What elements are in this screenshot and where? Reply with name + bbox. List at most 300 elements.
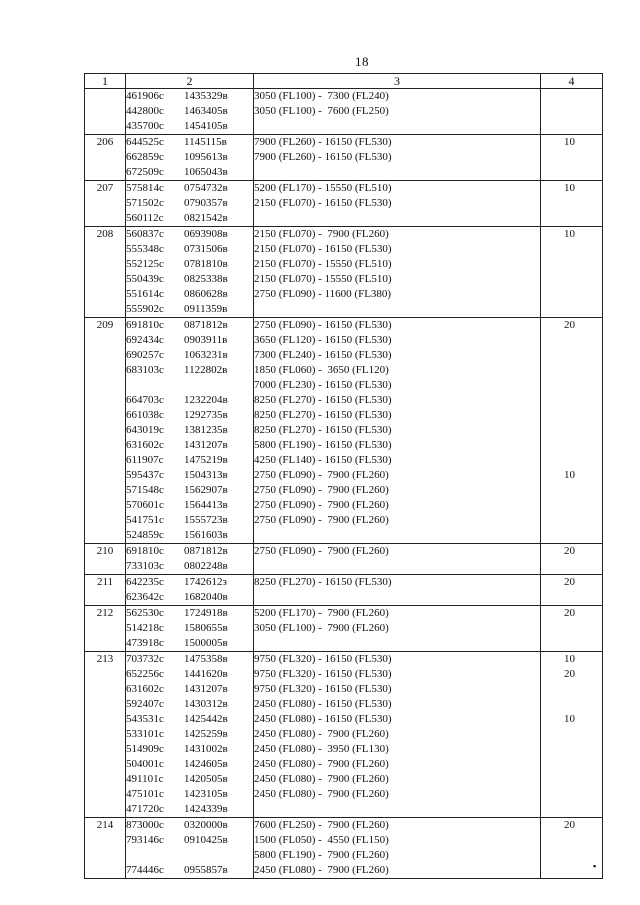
altitude-cell: [254, 818, 541, 879]
latitude: 595437с: [126, 469, 164, 481]
longitude: 1580655в: [184, 622, 228, 634]
latitude: 571548с: [126, 484, 164, 496]
category-value: [541, 833, 602, 848]
coordinate-line: [126, 757, 253, 772]
altitude-range: 5800 (FL190) - 16150 (FL530): [254, 439, 392, 451]
longitude: 1065043в: [184, 166, 228, 178]
longitude: 1430312в: [184, 698, 228, 710]
longitude: 1425442в: [184, 713, 228, 725]
page-number: 18: [355, 54, 369, 69]
table-row: [85, 652, 603, 818]
longitude: 1682040в: [184, 591, 228, 603]
altitude-range: 2150 (FL070) - 16150 (FL530): [254, 243, 392, 255]
category-value: 20: [564, 319, 575, 331]
altitude-range: 7300 (FL240) - 16150 (FL530): [254, 349, 392, 361]
latitude: 524859с: [126, 529, 164, 541]
coordinate-line: [126, 833, 253, 848]
altitude-range: 2450 (FL080) - 7900 (FL260): [254, 864, 389, 876]
coordinate-line: [126, 135, 253, 150]
coordinate-line: [126, 697, 253, 712]
latitude: 691810с: [126, 545, 164, 557]
longitude: 1441620в: [184, 668, 228, 680]
coordinate-line: [126, 150, 253, 165]
latitude: 533101с: [126, 728, 164, 740]
category-cell: [541, 89, 603, 135]
latitude: 672509с: [126, 166, 164, 178]
category-value: 20: [564, 668, 575, 680]
altitude-range: 8250 (FL270) - 16150 (FL530): [254, 394, 392, 406]
longitude: 0860628в: [184, 288, 228, 300]
category-value: [541, 363, 602, 378]
longitude: 1232204в: [184, 394, 228, 406]
altitude-cell: [254, 135, 541, 181]
category-value: 10: [564, 653, 575, 665]
longitude: 0910425в: [184, 834, 228, 846]
altitude-range: 7900 (FL260) - 16150 (FL530): [254, 136, 392, 148]
longitude: 1423105в: [184, 788, 228, 800]
altitude-range: 2750 (FL090) - 7900 (FL260): [254, 484, 389, 496]
latitude: 442800с: [126, 105, 164, 117]
latitude: 774446с: [126, 864, 164, 876]
altitude-range: 5200 (FL170) - 7900 (FL260): [254, 607, 389, 619]
category-value: 10: [564, 228, 575, 240]
altitude-range: 2450 (FL080) - 7900 (FL260): [254, 788, 389, 800]
category-value: [541, 119, 602, 134]
longitude: 1463405в: [184, 105, 228, 117]
altitude-range: [254, 559, 540, 574]
category-value: 20: [564, 545, 575, 557]
category-value: [541, 559, 602, 574]
altitude-cell: [254, 227, 541, 318]
category-value: [541, 333, 602, 348]
longitude: 1424605в: [184, 758, 228, 770]
table-row: [85, 606, 603, 652]
zone-number-cell: [85, 544, 126, 575]
coordinate-line: [126, 727, 253, 742]
category-value: [541, 513, 602, 528]
altitude-range: [254, 165, 540, 180]
category-value: [541, 590, 602, 605]
category-value: [541, 727, 602, 742]
altitude-range: [254, 302, 540, 317]
altitude-range: 1850 (FL060) - 3650 (FL120): [254, 364, 389, 376]
category-value: [541, 682, 602, 697]
altitude-range: 2750 (FL090) - 7900 (FL260): [254, 499, 389, 511]
zone-number-cell: [85, 606, 126, 652]
zone-number-cell: [85, 318, 126, 544]
coordinate-line: [126, 636, 253, 651]
coordinate-line: [126, 287, 253, 302]
zone-number-cell: [85, 818, 126, 879]
category-cell: [541, 318, 603, 544]
zone-number: [85, 89, 125, 104]
altitude-range: 3050 (FL100) - 7900 (FL260): [254, 622, 389, 634]
latitude: 691810с: [126, 319, 164, 331]
longitude: 1431002в: [184, 743, 228, 755]
altitude-range: 2450 (FL080) - 16150 (FL530): [254, 698, 392, 710]
category-value: 10: [564, 713, 575, 725]
category-value: [541, 104, 602, 119]
coordinates-cell: [126, 227, 254, 318]
header-col-2: 2: [126, 74, 254, 89]
category-value: [541, 408, 602, 423]
latitude: 550439с: [126, 273, 164, 285]
coordinate-line: [126, 667, 253, 682]
altitude-range: 9750 (FL320) - 16150 (FL530): [254, 653, 392, 665]
altitude-range: 4250 (FL140) - 16150 (FL530): [254, 454, 392, 466]
altitude-range: [254, 119, 540, 134]
longitude: 0781810в: [184, 258, 228, 270]
category-value: [541, 423, 602, 438]
coordinates-cell: [126, 544, 254, 575]
altitude-range: 9750 (FL320) - 16150 (FL530): [254, 668, 392, 680]
altitude-range: [254, 590, 540, 605]
altitude-range: [254, 802, 540, 817]
zone-number: 211: [96, 576, 114, 588]
longitude: 1145115в: [184, 136, 227, 148]
altitude-range: 2750 (FL090) - 7900 (FL260): [254, 469, 389, 481]
longitude: 0802248в: [184, 560, 228, 572]
longitude: 1561603в: [184, 529, 228, 541]
altitude-cell: [254, 652, 541, 818]
longitude: 1095613в: [184, 151, 228, 163]
coordinate-line: [126, 848, 253, 863]
longitude: 1381235в: [184, 424, 228, 436]
coordinate-line: [126, 408, 253, 423]
coordinate-line: [126, 575, 253, 590]
altitude-range: 5200 (FL170) - 15550 (FL510): [254, 182, 392, 194]
coordinate-line: [126, 438, 253, 453]
category-value: [541, 498, 602, 513]
coordinate-line: [126, 165, 253, 180]
longitude: 0821542в: [184, 212, 228, 224]
latitude: 692434с: [126, 334, 164, 346]
altitude-range: 2750 (FL090) - 11600 (FL380): [254, 288, 392, 300]
category-value: [541, 378, 602, 393]
category-value: 20: [564, 607, 575, 619]
coordinates-cell: [126, 818, 254, 879]
coordinate-line: [126, 181, 253, 196]
category-cell: [541, 575, 603, 606]
coordinate-line: [126, 119, 253, 134]
coordinate-line: [126, 272, 253, 287]
longitude: 1431207в: [184, 683, 228, 695]
latitude: 541751с: [126, 514, 164, 526]
coordinate-line: [126, 513, 253, 528]
category-cell: [541, 181, 603, 227]
category-value: [541, 196, 602, 211]
longitude: 0825338в: [184, 273, 228, 285]
category-cell: [541, 606, 603, 652]
altitude-cell: [254, 575, 541, 606]
coordinate-line: [126, 378, 253, 393]
coordinate-line: [126, 742, 253, 757]
coordinate-line: [126, 483, 253, 498]
table-body: [85, 89, 603, 879]
altitude-range: 3050 (FL100) - 7300 (FL240): [254, 90, 389, 102]
category-cell: [541, 227, 603, 318]
altitude-range: 8250 (FL270) - 16150 (FL530): [254, 409, 392, 421]
longitude: 1724918в: [184, 607, 228, 619]
category-value: [541, 438, 602, 453]
table-row: [85, 227, 603, 318]
zone-number: 208: [96, 228, 114, 240]
category-value: [541, 802, 602, 817]
category-value: [541, 165, 602, 180]
latitude: 555348с: [126, 243, 164, 255]
longitude: 0871812в: [184, 319, 228, 331]
category-value: [541, 697, 602, 712]
altitude-range: 2150 (FL070) - 7900 (FL260): [254, 228, 389, 240]
altitude-range: 9750 (FL320) - 16150 (FL530): [254, 683, 392, 695]
coordinate-line: [126, 196, 253, 211]
longitude: 0911359в: [184, 303, 228, 315]
latitude: 562530с: [126, 607, 164, 619]
coordinate-line: [126, 227, 253, 242]
latitude: 690257с: [126, 349, 164, 361]
coordinate-line: [126, 104, 253, 119]
latitude: 555902с: [126, 303, 164, 315]
category-value: 20: [564, 576, 575, 588]
coordinate-line: [126, 211, 253, 226]
altitude-cell: [254, 181, 541, 227]
altitude-range: 2450 (FL080) - 7900 (FL260): [254, 728, 389, 740]
latitude: 491101с: [126, 773, 164, 785]
altitude-range: 7600 (FL250) - 7900 (FL260): [254, 819, 389, 831]
zone-number-cell: [85, 89, 126, 135]
latitude: 683103с: [126, 364, 164, 376]
category-value: [541, 757, 602, 772]
coordinates-cell: [126, 89, 254, 135]
latitude: 644525с: [126, 136, 164, 148]
latitude: 631602с: [126, 439, 164, 451]
altitude-range: 2750 (FL090) - 7900 (FL260): [254, 545, 389, 557]
longitude: 1742612з: [184, 576, 227, 588]
coordinate-line: [126, 318, 253, 333]
longitude: 1420505в: [184, 773, 228, 785]
longitude: 1500005в: [184, 637, 228, 649]
coordinate-line: [126, 559, 253, 574]
coordinate-line: [126, 89, 253, 104]
longitude: 0731506в: [184, 243, 228, 255]
longitude: 1562907в: [184, 484, 228, 496]
latitude: 592407с: [126, 698, 164, 710]
coordinates-cell: [126, 606, 254, 652]
category-value: 10: [564, 182, 575, 194]
latitude: 793146с: [126, 834, 164, 846]
altitude-range: 8250 (FL270) - 16150 (FL530): [254, 424, 392, 436]
altitude-range: 2750 (FL090) - 7900 (FL260): [254, 514, 389, 526]
longitude: 0693908в: [184, 228, 228, 240]
coordinate-line: [126, 712, 253, 727]
zone-number: 207: [96, 182, 114, 194]
latitude: 560112с: [126, 212, 164, 224]
zone-number: 213: [96, 653, 114, 665]
header-col-1: 1: [85, 74, 126, 89]
latitude: 652256с: [126, 668, 164, 680]
airspace-table: [84, 73, 603, 879]
altitude-range: 8250 (FL270) - 16150 (FL530): [254, 576, 392, 588]
altitude-cell: [254, 544, 541, 575]
category-value: [541, 528, 602, 543]
longitude: 0903911в: [184, 334, 228, 346]
latitude: 631602с: [126, 683, 164, 695]
zone-number: 210: [96, 545, 114, 557]
coordinate-line: [126, 423, 253, 438]
longitude: 1063231в: [184, 349, 228, 361]
latitude: 471720с: [126, 803, 164, 815]
longitude: 1564413в: [184, 499, 228, 511]
table-row: [85, 818, 603, 879]
category-value: [541, 787, 602, 802]
latitude: 661038с: [126, 409, 164, 421]
category-value: [541, 272, 602, 287]
altitude-range: 2150 (FL070) - 15550 (FL510): [254, 258, 392, 270]
altitude-range: 3650 (FL120) - 16150 (FL530): [254, 334, 392, 346]
longitude: 0871812в: [184, 545, 228, 557]
coordinate-line: [126, 621, 253, 636]
zone-number-cell: [85, 135, 126, 181]
coordinate-line: [126, 242, 253, 257]
category-value: [541, 772, 602, 787]
category-value: 10: [564, 136, 575, 148]
latitude: 623642с: [126, 591, 164, 603]
zone-number: 209: [96, 319, 114, 331]
table-row: [85, 318, 603, 544]
altitude-range: [254, 211, 540, 226]
altitude-cell: [254, 606, 541, 652]
altitude-range: 5800 (FL190) - 7900 (FL260): [254, 849, 389, 861]
altitude-range: 7000 (FL230) - 16150 (FL530): [254, 379, 392, 391]
longitude: 0790357в: [184, 197, 228, 209]
category-value: [541, 621, 602, 636]
coordinate-line: [126, 590, 253, 605]
longitude: 0320000в: [184, 819, 228, 831]
zone-number: 212: [96, 607, 114, 619]
longitude: 1475358в: [184, 653, 228, 665]
altitude-range: 2150 (FL070) - 16150 (FL530): [254, 197, 392, 209]
category-value: [541, 257, 602, 272]
altitude-range: 2450 (FL080) - 16150 (FL530): [254, 713, 392, 725]
coordinate-line: [126, 682, 253, 697]
longitude: 1475219в: [184, 454, 228, 466]
longitude: 1504313в: [184, 469, 228, 481]
latitude: 435700с: [126, 120, 164, 132]
category-cell: [541, 652, 603, 818]
category-value: [541, 302, 602, 317]
category-value: [541, 453, 602, 468]
zone-number-cell: [85, 227, 126, 318]
coordinate-line: [126, 498, 253, 513]
coordinate-line: [126, 802, 253, 817]
latitude: 461906с: [126, 90, 164, 102]
longitude: 0754732в: [184, 182, 228, 194]
zone-number: 206: [96, 136, 114, 148]
altitude-range: 2150 (FL070) - 15550 (FL510): [254, 273, 392, 285]
coordinates-cell: [126, 318, 254, 544]
coordinate-line: [126, 333, 253, 348]
longitude: 1431207в: [184, 439, 228, 451]
coordinate-line: [126, 863, 253, 878]
coordinate-line: [126, 787, 253, 802]
category-value: 10: [564, 469, 575, 481]
latitude: 504001с: [126, 758, 164, 770]
latitude: 551614с: [126, 288, 164, 300]
page-mark: ▪: [593, 861, 597, 871]
zone-number-cell: [85, 575, 126, 606]
latitude: 514218с: [126, 622, 164, 634]
latitude: 475101с: [126, 788, 164, 800]
coordinate-line: [126, 652, 253, 667]
longitude: 1424339в: [184, 803, 228, 815]
latitude: 662859с: [126, 151, 164, 163]
coordinate-line: [126, 257, 253, 272]
longitude: 1122802в: [184, 364, 228, 376]
latitude: 514909с: [126, 743, 164, 755]
header-col-3: 3: [254, 74, 541, 89]
coordinate-line: [126, 606, 253, 621]
category-value: [541, 483, 602, 498]
table-row: [85, 544, 603, 575]
altitude-range: 2450 (FL080) - 7900 (FL260): [254, 758, 389, 770]
category-value: [541, 211, 602, 226]
header-col-4: 4: [541, 74, 603, 89]
latitude: 611907с: [126, 454, 164, 466]
altitude-range: 2450 (FL080) - 7900 (FL260): [254, 773, 389, 785]
latitude: 664703с: [126, 394, 164, 406]
altitude-cell: [254, 318, 541, 544]
altitude-range: 7900 (FL260) - 16150 (FL530): [254, 151, 392, 163]
category-value: [541, 742, 602, 757]
longitude: 1425259в: [184, 728, 228, 740]
coordinate-line: [126, 528, 253, 543]
longitude: 1454105в: [184, 120, 228, 132]
altitude-range: 2450 (FL080) - 3950 (FL130): [254, 743, 389, 755]
latitude: 643019с: [126, 424, 164, 436]
category-value: [541, 287, 602, 302]
table-row: [85, 135, 603, 181]
table-row: [85, 575, 603, 606]
latitude: 873000с: [126, 819, 164, 831]
coordinate-line: [126, 302, 253, 317]
coordinate-line: [126, 348, 253, 363]
category-cell: [541, 135, 603, 181]
latitude: 552125с: [126, 258, 164, 270]
category-value: [541, 150, 602, 165]
category-value: 20: [564, 819, 575, 831]
coordinate-line: [126, 818, 253, 833]
category-value: [541, 242, 602, 257]
coordinates-cell: [126, 575, 254, 606]
coordinates-cell: [126, 135, 254, 181]
altitude-range: 3050 (FL100) - 7600 (FL250): [254, 105, 389, 117]
latitude: 571502с: [126, 197, 164, 209]
header-row: [85, 74, 603, 89]
coordinate-line: [126, 393, 253, 408]
category-value: [541, 393, 602, 408]
latitude: 473918с: [126, 637, 164, 649]
coordinate-line: [126, 772, 253, 787]
table-row: [85, 89, 603, 135]
zone-number-cell: [85, 181, 126, 227]
longitude: 1435329в: [184, 90, 228, 102]
zone-number: 214: [96, 819, 114, 831]
category-value: [541, 348, 602, 363]
coordinate-line: [126, 363, 253, 378]
longitude: 0955857в: [184, 864, 228, 876]
latitude: 575814с: [126, 182, 164, 194]
altitude-range: 1500 (FL050) - 4550 (FL150): [254, 834, 389, 846]
